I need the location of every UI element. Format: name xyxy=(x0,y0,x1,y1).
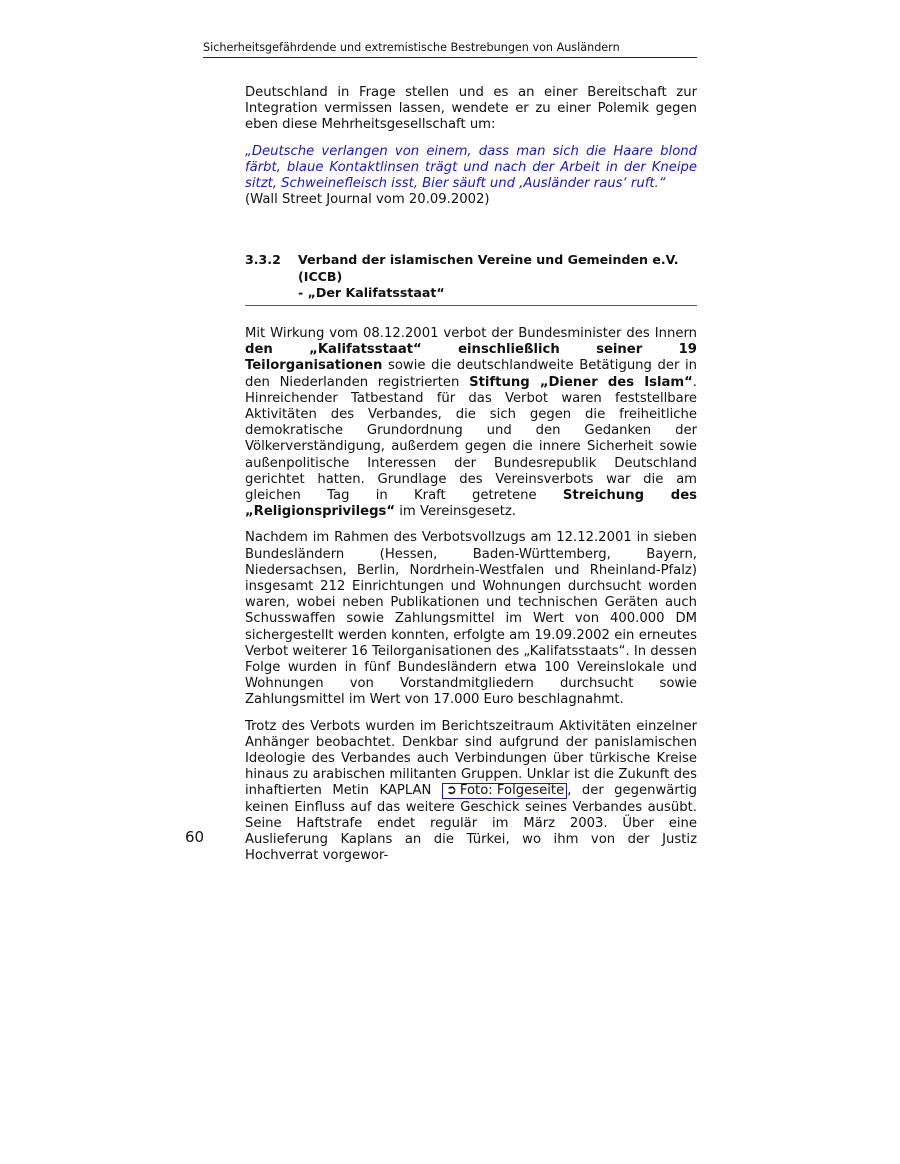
running-header: Sicherheitsgefährdende und extremistische Bestrebungen von Ausländern xyxy=(203,40,697,58)
quotation-block xyxy=(245,144,697,209)
intro-paragraph: Deutschland in Frage stellen und es an einer Bereitschaft zur Integration vermissen lassen, wendete er zu einer Polemik gegen eben diese Mehrheitsgesellschaft um: xyxy=(245,85,697,133)
right-arrow-icon: ➲ xyxy=(445,783,457,799)
paragraph-1-bold-1: den „Kalifatsstaat“ einschließlich seiner 19 Teilorganisationen xyxy=(245,342,697,374)
paragraph-1-text-3: . Hinreichender Tatbestand für das Verbot waren feststellbare Aktivitäten des Verbandes, die sich gegen die freiheitliche demokratische Grundordnung und den Gedanken der Völkerverständigung, außerdem gegen die innere Sicherheit sowie außenpolitische Interessen der Bundesrepublik Deutschland gerichtet hatten. Grundlage des Vereinsverbots war die am gleichen Tag in Kraft getretene xyxy=(245,374,697,503)
paragraph-1-text-2: sowie die deutschlandweite Betätigung der in den Niederlanden registrierten xyxy=(245,358,697,390)
quotation-source: (Wall Street Journal vom 20.09.2002) xyxy=(245,192,490,208)
section-title xyxy=(298,252,697,302)
section-title-line-2: - „Der Kalifatsstaat“ xyxy=(298,285,445,301)
paragraph-1-bold-2: Stiftung „Diener des Islam“ xyxy=(469,374,693,390)
body-paragraph-1 xyxy=(245,326,697,520)
paragraph-3-text-1: Trotz des Verbots wurden im Berichtszeitraum Aktivitäten einzelner Anhänger beobachtet. Denkbar sind aufgrund der panislamischen Ideologie des Verbandes auch Verbindungen über türkische Kreise hinaus zu arabischen militanten Gruppen. Unklar ist die Zukunft des inhaftierten Metin KAPLAN xyxy=(245,718,697,799)
document-body xyxy=(245,85,697,864)
section-number: 3.3.2 xyxy=(245,252,281,268)
body-paragraph-2: Nachdem im Rahmen des Verbotsvollzugs am 12.12.2001 in sieben Bundesländern (Hessen, Baden-Württemberg, Bayern, Niedersachsen, Berlin, Nordrhein-Westfalen und Rheinland-Pfalz) insgesamt 212 Einrichtungen und Wohnungen durchsucht worden waren, wobei neben Publikationen und technischen Geräten auch Schusswaffen sowie Zahlungsmittel im Wert von 400.000 DM sichergestellt werden konnten, erfolgte am 19.09.2002 ein erneutes Verbot weiterer 16 Teilorganisationen des „Kalifatsstaats“. In dessen Folge wurden in fünf Bundesländern etwa 100 Vereinslokale und Wohnungen von Vorstandmitgliedern durchsucht sowie Zahlungsmittel im Wert von 17.000 Euro beschlagnahmt. xyxy=(245,530,697,708)
paragraph-1-bold-3: Streichung des „Religionsprivilegs“ xyxy=(245,487,697,520)
paragraph-1-text-1: Mit Wirkung vom 08.12.2001 verbot der Bundesminister des Innern xyxy=(245,325,697,341)
paragraph-3-text-2: , der gegenwärtig keinen Einfluss auf das weitere Geschick seines Verbandes ausübt. Seine Haftstrafe endet regulär im März 2003. Über eine Auslieferung Kaplans an die Türkei, wo ihm von der Justiz Hochverrat vorgewor- xyxy=(245,783,697,864)
section-title-line-1: Verband der islamischen Vereine und Gemeinden e.V. (ICCB) xyxy=(298,252,679,284)
body-paragraph-3 xyxy=(245,719,697,865)
photo-reference-label: Foto: Folgeseite xyxy=(459,783,565,799)
page-number: 60 xyxy=(185,828,205,846)
quotation-text: „Deutsche verlangen von einem, dass man sich die Haare blond färbt, blaue Kontaktlinsen trägt und nach der Arbeit in der Kneipe sitzt, Schweinefleisch isst, Bier säuft und ‚Ausländer raus‘ ruft.“ xyxy=(245,143,697,192)
section-heading xyxy=(245,252,697,306)
photo-reference-link[interactable] xyxy=(442,783,567,799)
paragraph-1-text-4: im Vereinsgesetz. xyxy=(395,504,516,520)
